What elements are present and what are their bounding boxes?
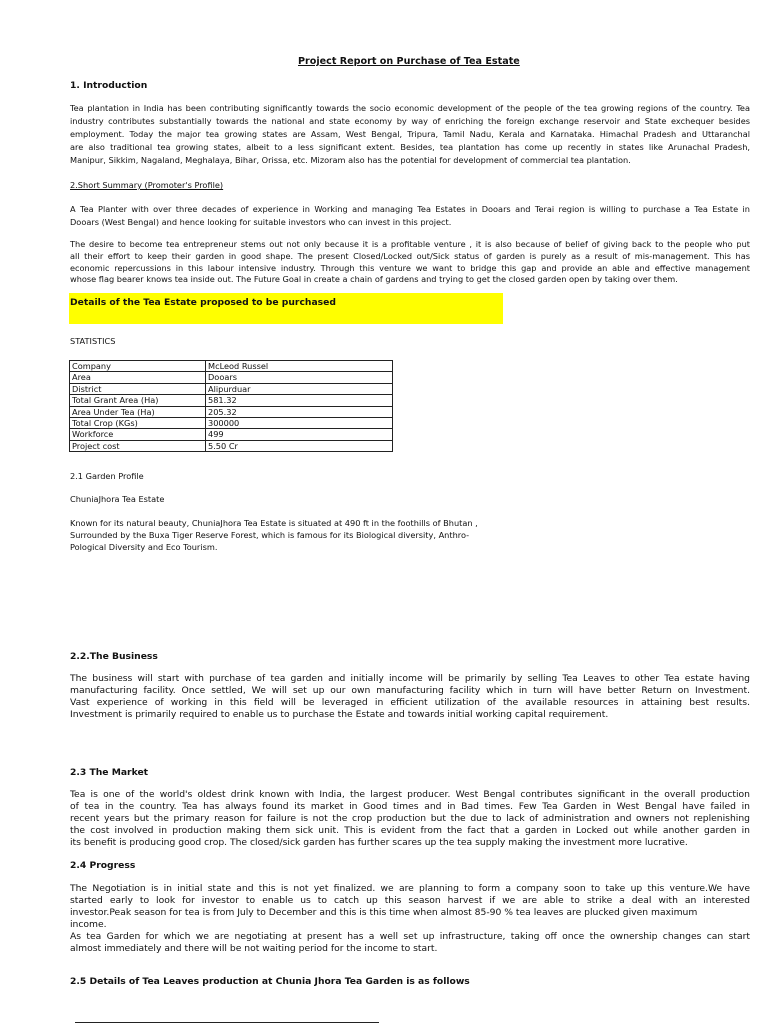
market-line: Tea is one of the world's oldest drink known with India, the largest producer. West Bengal contributes significant in the overall production (70, 789, 750, 800)
table-cell-value: Dooars (206, 372, 393, 383)
table-cell-label: District (70, 383, 206, 394)
table-row (70, 361, 393, 372)
table-cell-label: Total Grant Area (Ha) (70, 395, 206, 406)
table-cell-value: 581.32 (206, 395, 393, 406)
section-heading-production: 2.5 Details of Tea Leaves production at Chunia Jhora Tea Garden is as follows (70, 976, 470, 987)
table-row (70, 417, 393, 428)
garden-line: Known for its natural beauty, ChuniaJhora Tea Estate is situated at 490 ft in the foothills of Bhutan , (70, 518, 478, 528)
progress-line: investor.Peak season for tea is from July to December and this is this time when almost 85-90 % tea leaves are plucked given maximum (70, 907, 698, 918)
table-row (70, 429, 393, 440)
market-line: the cost involved in production making them sick unit. This is evident from the fact that a garden in Locked out while another garden in (70, 825, 750, 836)
garden-line: Pological Diversity and Eco Tourism. (70, 542, 218, 552)
market-line: of tea in the country. Tea has always found its market in Good times and in Bad times. Few Tea Garden in West Bengal have failed in (70, 801, 750, 812)
business-line: The business will start with purchase of tea garden and initially income will be primarily by selling Tea Leaves to other Tea estate having (70, 673, 750, 684)
section-heading-business: 2.2.The Business (70, 651, 158, 662)
statistics-table (69, 360, 393, 452)
market-line: recent years but the primary reason for failure is not the crop production but the due to lack of administration and owners not replenishing (70, 813, 750, 824)
intro-line: employment. Today the major tea growing states are Assam, West Bengal, Tripura, Tamil Nadu, Kerala and Karnataka. Himachal Pradesh and Uttaranchal (70, 129, 750, 139)
table-row (70, 383, 393, 394)
statistics-label: STATISTICS (70, 336, 116, 346)
summary-line: A Tea Planter with over three decades of experience in Working and managing Tea Estates in Dooars and Terai region is willing to purchase a Tea Estate in (70, 204, 750, 214)
table-cell-label: Area (70, 372, 206, 383)
table-cell-value: McLeod Russel (206, 361, 393, 372)
summary-line: all their effort to keep their garden in good shape. The present Closed/Locked out/Sick status of garden is purely as a result of mis-management. This has (70, 251, 750, 261)
document-title: Project Report on Purchase of Tea Estate (298, 56, 520, 67)
details-heading: Details of the Tea Estate proposed to be purchased (70, 297, 336, 308)
table-row (70, 395, 393, 406)
progress-line: started early to look for investor to enable us to catch up this season harvest if we are able to strike a deal with an interested (70, 895, 750, 906)
business-line: manufacturing facility. Once settled, We will set up our own manufacturing facility which in turn will have better Return on Investment. (70, 685, 750, 696)
business-line: Vast experience of working in this field will be leveraged in efficient utilization of the available resources in attaining best results. (70, 697, 750, 708)
table-top-border (75, 1022, 379, 1023)
garden-name: ChuniaJhora Tea Estate (70, 494, 165, 504)
table-cell-value: 499 (206, 429, 393, 440)
section-heading-summary: 2.Short Summary (Promoter's Profile) (70, 180, 224, 190)
table-cell-value: 5.50 Cr (206, 440, 393, 451)
market-line: its benefit is producing good crop. The closed/sick garden has further scares up the tea supply making the investment more lucrative. (70, 837, 688, 848)
summary-line: Dooars (West Bengal) and hence looking for suitable investors who can invest in this project. (70, 217, 452, 227)
progress-line: almost immediately and there will be not waiting period for the income to start. (70, 943, 438, 954)
table-cell-label: Workforce (70, 429, 206, 440)
intro-line: are also traditional tea growing states, albeit to a less significant extent. Besides, tea plantation has come up recently in states like Arunachal Pradesh, (70, 142, 750, 152)
table-cell-label: Company (70, 361, 206, 372)
garden-line: Surrounded by the Buxa Tiger Reserve Forest, which is famous for its Biological diversity, Anthro- (70, 530, 470, 540)
progress-line: As tea Garden for which we are negotiating at present has a well set up infrastructure, taking off once the ownership changes can start (70, 931, 750, 942)
table-row (70, 406, 393, 417)
summary-line: whose flag bearer knows tea inside out. The Future Goal in create a chain of gardens and trying to get the closed garden open by taking over them. (70, 274, 678, 284)
table-cell-value: 300000 (206, 417, 393, 428)
table-cell-label: Project cost (70, 440, 206, 451)
intro-line: Manipur, Sikkim, Nagaland, Meghalaya, Bihar, Orissa, etc. Mizoram also has the potential for development of commercial tea plantation. (70, 155, 631, 165)
progress-line: The Negotiation is in initial state and this is not yet finalized. we are planning to form a company soon to take up this venture.We have (70, 883, 750, 894)
progress-line: income. (70, 919, 107, 930)
intro-line: industry contributes substantially towards the national and state economy by way of enriching the foreign exchange reservoir and State exchequer besides (70, 116, 750, 126)
table-row (70, 440, 393, 451)
table-cell-label: Total Crop (KGs) (70, 417, 206, 428)
intro-line: Tea plantation in India has been contributing significantly towards the socio economic development of the people of the tea growing regions of the country. Tea (70, 103, 750, 113)
section-heading-market: 2.3 The Market (70, 767, 149, 778)
table-row (70, 372, 393, 383)
table-cell-value: Alipurduar (206, 383, 393, 394)
summary-line: economic repercussions in this labour intensive industry. Through this venture we want to bridge this gap and provide an able and effective management (70, 263, 750, 273)
section-heading-garden-profile: 2.1 Garden Profile (70, 471, 144, 481)
summary-line: The desire to become tea entrepreneur stems out not only because it is a profitable venture , it is also because of belief of giving back to the people who put (70, 239, 750, 249)
business-line: Investment is primarily required to enable us to purchase the Estate and towards initial working capital requirement. (70, 709, 609, 720)
table-cell-label: Area Under Tea (Ha) (70, 406, 206, 417)
table-cell-value: 205.32 (206, 406, 393, 417)
section-heading-progress: 2.4 Progress (70, 860, 136, 871)
section-heading-introduction: 1. Introduction (70, 80, 148, 91)
